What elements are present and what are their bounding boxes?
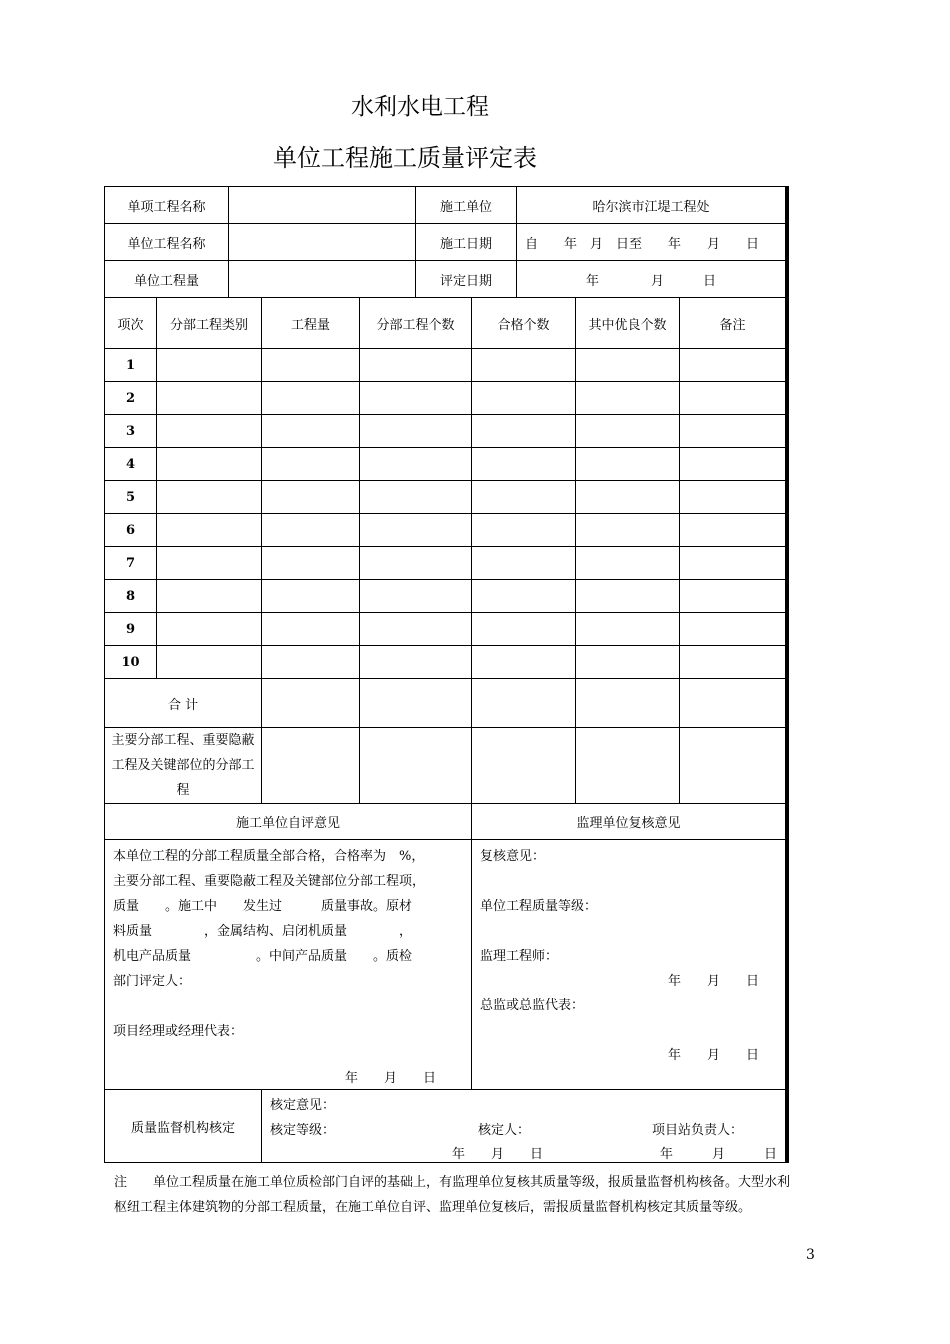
form-title: 单位工程施工质量评定表 [273, 144, 537, 172]
table-row [105, 547, 786, 580]
cell[interactable] [680, 613, 786, 646]
cell[interactable] [262, 349, 360, 382]
table-row [105, 514, 786, 547]
agency-label: 质量监督机构核定 [105, 1090, 262, 1163]
cell[interactable] [472, 514, 576, 547]
cell[interactable] [262, 415, 360, 448]
supervisor-date-1: 年 月 日 [668, 974, 760, 989]
row-number: 2 [105, 382, 157, 415]
cell[interactable] [472, 349, 576, 382]
engineer-label: 监理工程师： [480, 949, 559, 964]
cell[interactable] [680, 646, 786, 679]
cell[interactable] [262, 448, 360, 481]
cell[interactable] [472, 728, 576, 804]
cell[interactable] [680, 728, 786, 804]
table-row [105, 382, 786, 415]
key-parts-row [105, 728, 786, 804]
cell[interactable] [360, 613, 472, 646]
cell[interactable] [472, 613, 576, 646]
cell[interactable] [360, 481, 472, 514]
cell[interactable] [157, 613, 262, 646]
key-parts-label: 主要分部工程、重要隐蔽工程及关键部位的分部工程 [105, 728, 262, 804]
cell[interactable] [262, 580, 360, 613]
cell[interactable] [262, 613, 360, 646]
self-eval-body[interactable] [105, 840, 472, 1090]
agency-opinion-label: 核定意见： [270, 1098, 336, 1113]
cell[interactable] [262, 514, 360, 547]
cell[interactable] [360, 349, 472, 382]
cell[interactable] [262, 547, 360, 580]
supervisor-date-2: 年 月 日 [668, 1048, 760, 1063]
cell[interactable] [576, 382, 680, 415]
self-eval-line: 本单位工程的分部工程质量全部合格，合格率为 %， [113, 849, 425, 864]
cell[interactable] [472, 646, 576, 679]
cell[interactable] [576, 481, 680, 514]
cell[interactable] [360, 514, 472, 547]
cell[interactable] [472, 481, 576, 514]
self-eval-date: 年 月 日 [345, 1071, 437, 1086]
cell[interactable] [262, 481, 360, 514]
self-eval-line: 机电产品质量 。中间产品质量 。质检 [113, 949, 413, 964]
cell[interactable] [680, 679, 786, 728]
construction-date-label: 施工日期 [416, 224, 517, 261]
total-row [105, 679, 786, 728]
cell[interactable] [157, 514, 262, 547]
manager-label: 项目经理或经理代表： [113, 1024, 244, 1039]
unit-name-label: 单位工程名称 [105, 224, 229, 261]
cell[interactable] [680, 547, 786, 580]
cell[interactable] [157, 580, 262, 613]
unit-name-field[interactable] [229, 224, 416, 261]
unit-quantity-label: 单位工程量 [105, 261, 229, 298]
cell[interactable] [157, 646, 262, 679]
cell[interactable] [576, 613, 680, 646]
self-eval-header: 施工单位自评意见 [105, 804, 472, 840]
cell[interactable] [680, 415, 786, 448]
cell[interactable] [262, 382, 360, 415]
single-item-name-field[interactable] [229, 187, 416, 224]
verifier-label: 核定人： [478, 1123, 531, 1138]
row-number: 7 [105, 547, 157, 580]
cell[interactable] [262, 646, 360, 679]
cell[interactable] [360, 382, 472, 415]
row-number: 8 [105, 580, 157, 613]
row-number: 4 [105, 448, 157, 481]
document-title: 水利水电工程 [351, 94, 489, 120]
cell[interactable] [157, 448, 262, 481]
chief-label: 总监或总监代表： [480, 998, 585, 1013]
col-header-excellent: 其中优良个数 [576, 298, 680, 349]
col-header-item-no: 项次 [105, 298, 157, 349]
col-header-quantity: 工程量 [262, 298, 360, 349]
table-row [105, 580, 786, 613]
cell[interactable] [360, 415, 472, 448]
cell[interactable] [576, 646, 680, 679]
table-row [105, 415, 786, 448]
evaluation-table [104, 186, 786, 1163]
cell[interactable] [157, 481, 262, 514]
agency-body[interactable] [262, 1090, 786, 1163]
construction-date-field[interactable]: 自 年 月 日至 年 月 日 [517, 224, 786, 261]
row-number: 1 [105, 349, 157, 382]
cell[interactable] [360, 679, 472, 728]
table-row [105, 349, 786, 382]
self-eval-line: 部门评定人： [113, 974, 192, 989]
cell[interactable] [472, 547, 576, 580]
cell[interactable] [576, 580, 680, 613]
cell[interactable] [157, 382, 262, 415]
row-number: 3 [105, 415, 157, 448]
cell[interactable] [680, 448, 786, 481]
contractor-label: 施工单位 [416, 187, 517, 224]
cell[interactable] [472, 448, 576, 481]
cell[interactable] [576, 547, 680, 580]
cell[interactable] [576, 728, 680, 804]
table-row [105, 481, 786, 514]
supervisor-body[interactable] [472, 840, 786, 1090]
footnote-line: 注 单位工程质量在施工单位质检部门自评的基础上，有监理单位复核其质量等级，报质量监督机构核备。大型水利 [114, 1175, 791, 1190]
page-number: 3 [806, 1247, 815, 1263]
station-head-label: 项目站负责人： [652, 1123, 744, 1138]
cell[interactable] [472, 382, 576, 415]
single-item-name-label: 单项工程名称 [105, 187, 229, 224]
agency-date-2: 年 月 日 [660, 1147, 778, 1162]
col-header-remarks: 备注 [680, 298, 786, 349]
col-header-category: 分部工程类别 [157, 298, 262, 349]
self-eval-line: 料质量 ，金属结构、启闭机质量 ， [113, 924, 413, 939]
agency-grade-label: 核定等级： [270, 1123, 336, 1138]
cell[interactable] [680, 514, 786, 547]
cell[interactable] [157, 547, 262, 580]
total-label: 合 计 [105, 679, 262, 728]
eval-date-field[interactable]: 年 月 日 [517, 261, 786, 298]
cell[interactable] [576, 448, 680, 481]
cell[interactable] [472, 679, 576, 728]
table-row [105, 646, 786, 679]
supervisor-header: 监理单位复核意见 [472, 804, 786, 840]
row-number: 6 [105, 514, 157, 547]
footnote-line: 枢纽工程主体建筑物的分部工程质量，在施工单位自评、监理单位复核后，需报质量监督机构核定其质量等级。 [114, 1200, 752, 1215]
cell[interactable] [576, 349, 680, 382]
cell[interactable] [680, 382, 786, 415]
cell[interactable] [360, 646, 472, 679]
contractor-field[interactable]: 哈尔滨市江堤工程处 [517, 187, 786, 224]
cell[interactable] [262, 728, 360, 804]
cell[interactable] [680, 580, 786, 613]
unit-grade-label: 单位工程质量等级： [480, 899, 598, 914]
col-header-qualified: 合格个数 [472, 298, 576, 349]
table-row [105, 448, 786, 481]
footnote [114, 1170, 866, 1220]
cell[interactable] [360, 580, 472, 613]
cell[interactable] [360, 728, 472, 804]
cell[interactable] [360, 547, 472, 580]
cell[interactable] [360, 448, 472, 481]
col-header-count: 分部工程个数 [360, 298, 472, 349]
eval-date-label: 评定日期 [416, 261, 517, 298]
review-label: 复核意见： [480, 849, 546, 864]
cell[interactable] [472, 580, 576, 613]
cell[interactable] [262, 679, 360, 728]
cell[interactable] [576, 679, 680, 728]
agency-date-1: 年 月 日 [452, 1147, 544, 1162]
row-number: 10 [105, 646, 157, 679]
cell[interactable] [157, 349, 262, 382]
cell[interactable] [157, 415, 262, 448]
row-number: 5 [105, 481, 157, 514]
unit-quantity-field[interactable] [229, 261, 416, 298]
table-row [105, 613, 786, 646]
row-number: 9 [105, 613, 157, 646]
cell[interactable] [680, 481, 786, 514]
cell[interactable] [680, 349, 786, 382]
cell[interactable] [472, 415, 576, 448]
cell[interactable] [576, 514, 680, 547]
self-eval-line: 主要分部工程、重要隐蔽工程及关键部位分部工程项， [113, 874, 426, 889]
self-eval-line: 质量 。施工中 发生过 质量事故。原材 [113, 899, 413, 914]
cell[interactable] [576, 415, 680, 448]
